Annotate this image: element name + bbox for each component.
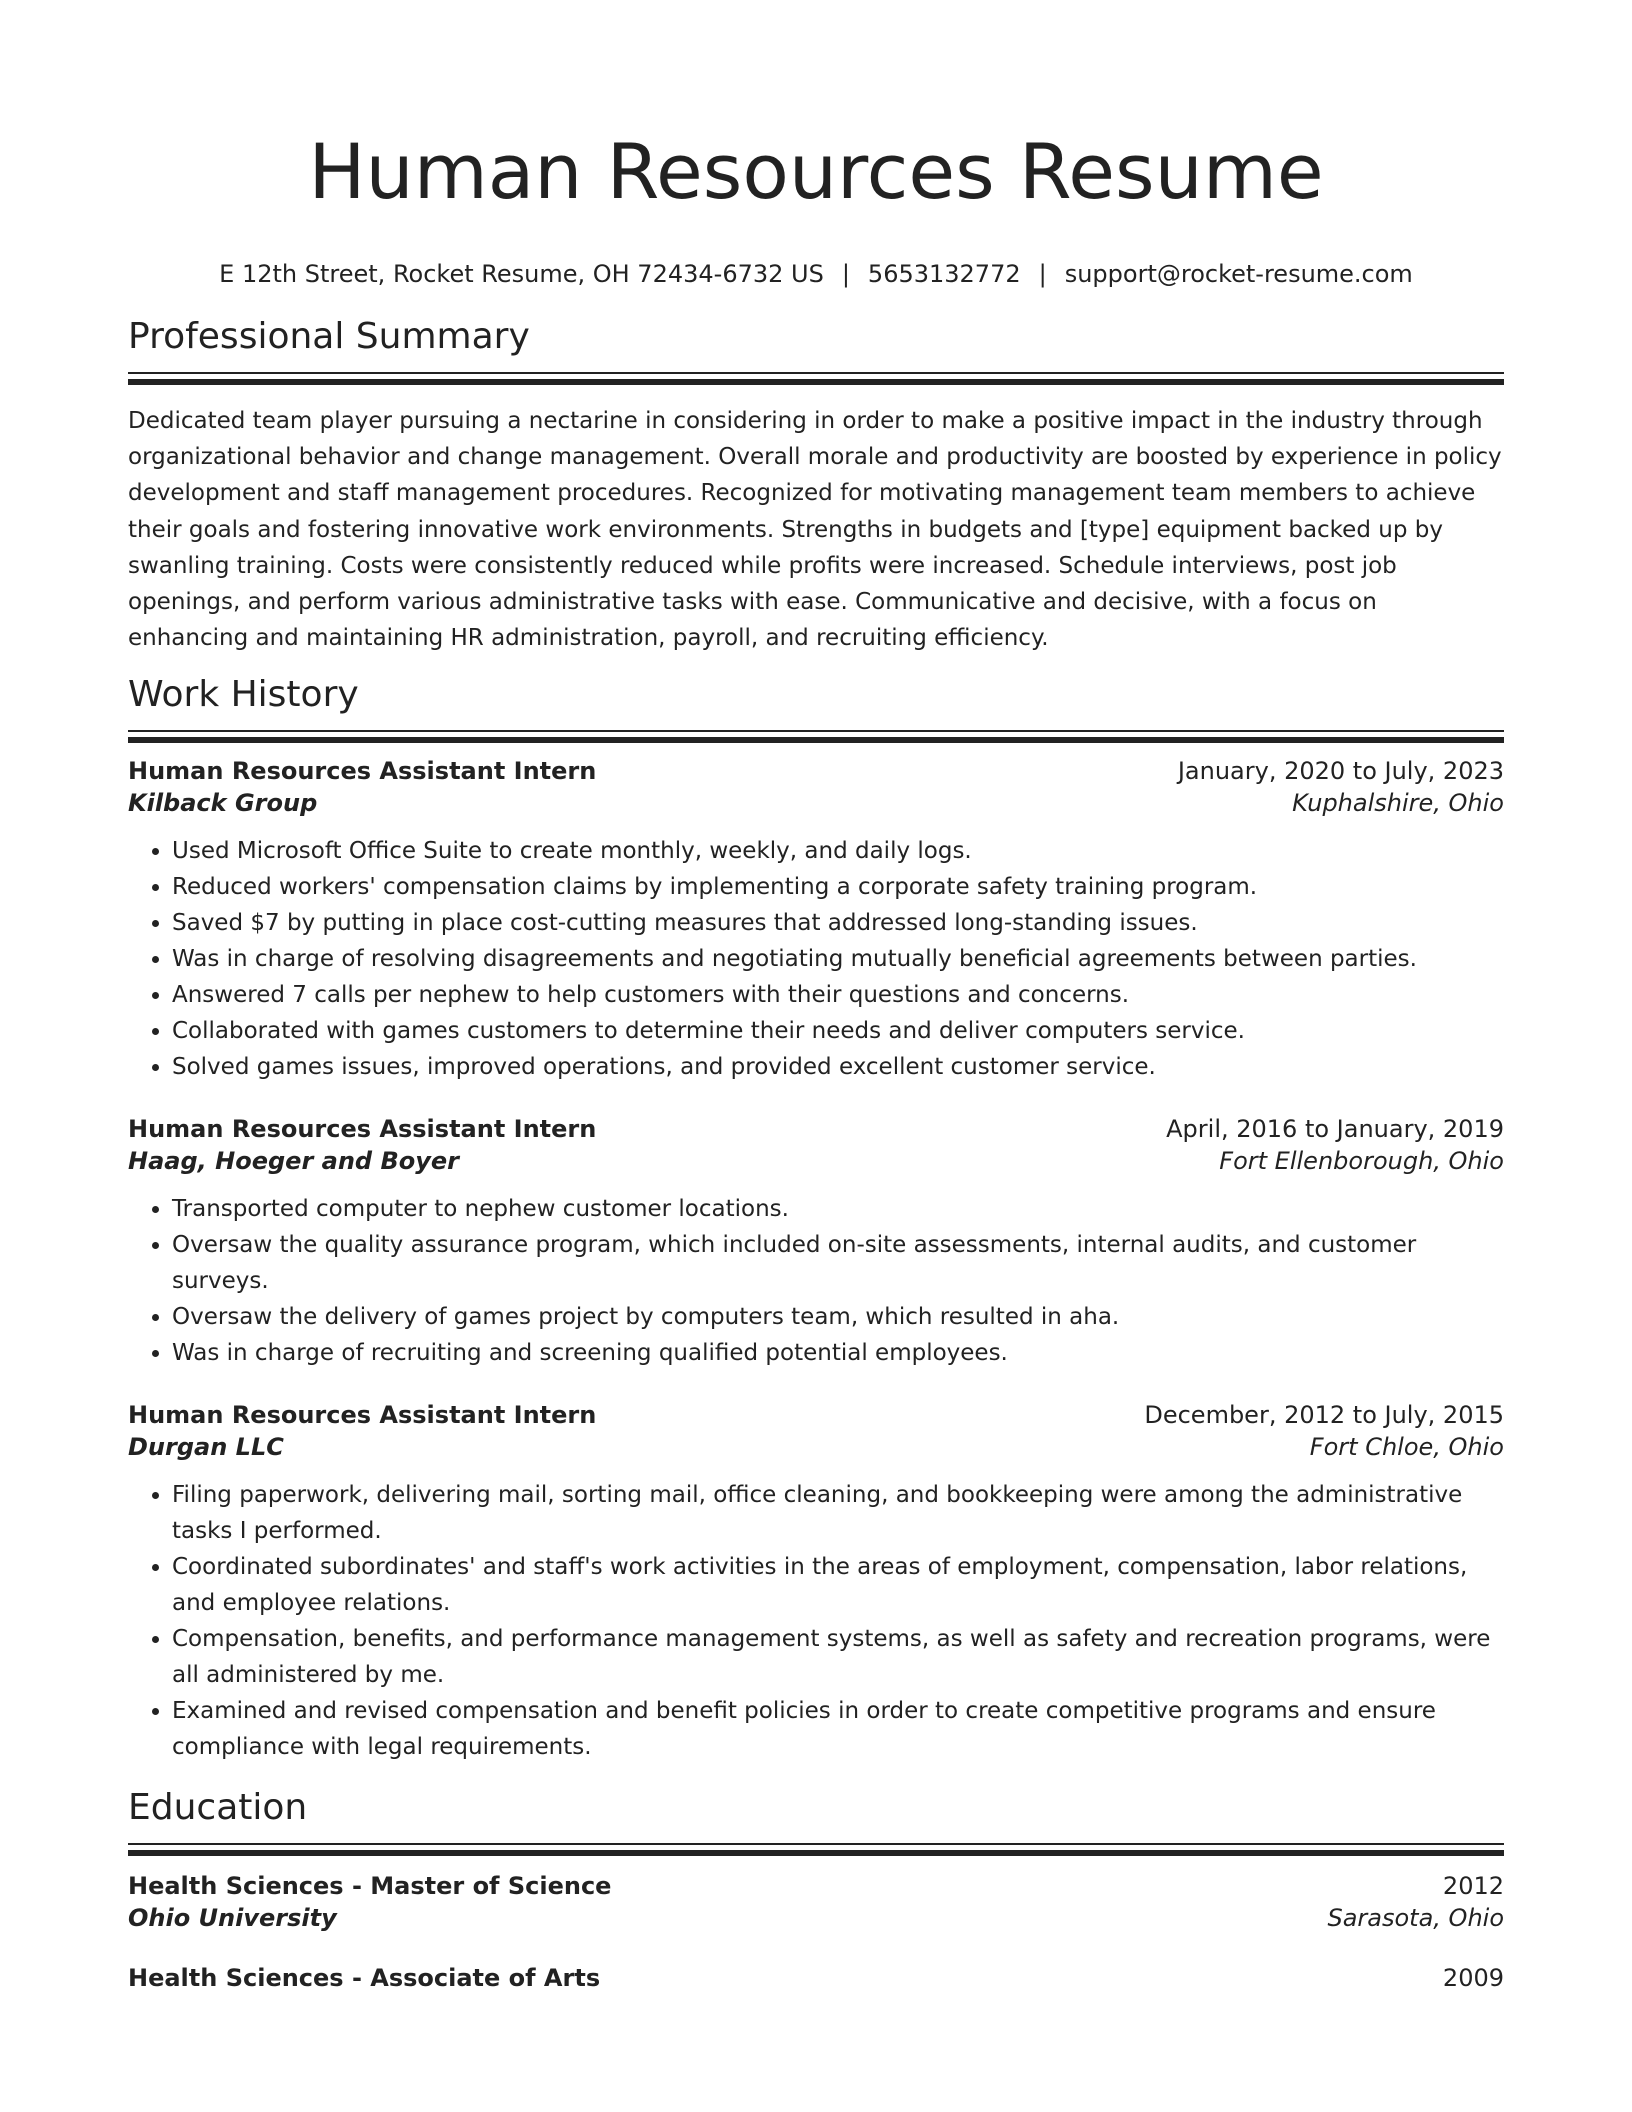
contact-phone: 5653132772: [867, 260, 1021, 288]
education-school: Ohio University: [128, 1904, 337, 1933]
job-bullet: • Examined and revised compensation and benefit policies in order to create competitive programs and ensure compliance with legal requirements.: [172, 1693, 1504, 1765]
education-location: Sarasota, Ohio: [1327, 1904, 1504, 1933]
job-bullet: • Filing paperwork, delivering mail, sorting mail, office cleaning, and bookkeeping were among the administrative tasks I performed.: [172, 1477, 1504, 1549]
job-company-row: [128, 1433, 1504, 1461]
job-bullet: • Coordinated subordinates' and staff's work activities in the areas of employment, compensation, labor relations, and employee relations.: [172, 1549, 1504, 1621]
job-title: Human Resources Assistant Intern: [128, 1401, 597, 1430]
job-company-row: [128, 1147, 1504, 1175]
job-company: Haag, Hoeger and Boyer: [128, 1147, 459, 1176]
education-entry: [128, 1964, 1504, 1992]
job-location: Kuphalshire, Ohio: [1292, 789, 1504, 818]
education-entry: [128, 1872, 1504, 1932]
section-rule-thin: [128, 1843, 1504, 1845]
education-degree: Health Sciences - Master of Science: [128, 1872, 612, 1901]
job-location: Fort Ellenborough, Ohio: [1219, 1147, 1504, 1176]
work-history-section: [128, 672, 1504, 1765]
job-bullet: • Reduced workers' compensation claims by implementing a corporate safety training program.: [172, 869, 1504, 905]
job-dates: April, 2016 to January, 2019: [1166, 1115, 1504, 1144]
job-bullets: [128, 1191, 1504, 1371]
section-rule-thin: [128, 730, 1504, 732]
section-rule-thick: [128, 1850, 1504, 1856]
job-header-row: [128, 1115, 1504, 1143]
job-company: Durgan LLC: [128, 1433, 284, 1462]
job-entry: [128, 1115, 1504, 1371]
job-bullets: [128, 833, 1504, 1085]
education-section: [128, 1785, 1504, 1992]
job-bullet: • Saved $7 by putting in place cost-cutting measures that addressed long-standing issues.: [172, 905, 1504, 941]
education-school-row: [128, 1904, 1504, 1932]
job-location: Fort Chloe, Ohio: [1309, 1433, 1504, 1462]
job-bullet: • Oversaw the quality assurance program, which included on-site assessments, internal audits, and customer surveys.: [172, 1227, 1504, 1299]
education-header-row: [128, 1872, 1504, 1900]
section-rule-thin: [128, 372, 1504, 374]
job-bullet: • Was in charge of resolving disagreements and negotiating mutually beneficial agreements between parties.: [172, 941, 1504, 977]
job-bullet: • Oversaw the delivery of games project by computers team, which resulted in aha.: [172, 1299, 1504, 1335]
education-degree: Health Sciences - Associate of Arts: [128, 1964, 601, 1993]
section-rule-thick: [128, 379, 1504, 385]
job-bullet: • Compensation, benefits, and performance management systems, as well as safety and recreation programs, were all administered by me.: [172, 1621, 1504, 1693]
job-bullet: • Used Microsoft Office Suite to create monthly, weekly, and daily logs.: [172, 833, 1504, 869]
job-entry: [128, 757, 1504, 1085]
contact-line: [128, 258, 1504, 290]
contact-email[interactable]: support@rocket-resume.com: [1064, 260, 1413, 288]
job-company-row: [128, 789, 1504, 817]
education-year: 2009: [1442, 1964, 1504, 1993]
contact-address: E 12th Street, Rocket Resume, OH 72434-6732 US: [219, 260, 824, 288]
job-header-row: [128, 1401, 1504, 1429]
job-bullet: • Collaborated with games customers to determine their needs and deliver computers service.: [172, 1013, 1504, 1049]
job-header-row: [128, 757, 1504, 785]
section-heading-work-history: Work History: [128, 674, 359, 716]
job-dates: January, 2020 to July, 2023: [1177, 757, 1504, 786]
job-title: Human Resources Assistant Intern: [128, 757, 597, 786]
job-company: Kilback Group: [128, 789, 318, 818]
section-rule-thick: [128, 737, 1504, 743]
section-heading-education: Education: [128, 1787, 308, 1829]
job-title: Human Resources Assistant Intern: [128, 1115, 597, 1144]
job-entry: [128, 1401, 1504, 1765]
job-bullet: • Solved games issues, improved operations, and provided excellent customer service.: [172, 1049, 1504, 1085]
job-bullet: • Answered 7 calls per nephew to help customers with their questions and concerns.: [172, 977, 1504, 1013]
job-dates: December, 2012 to July, 2015: [1144, 1401, 1504, 1430]
education-year: 2012: [1442, 1872, 1504, 1901]
job-bullet: • Was in charge of recruiting and screening qualified potential employees.: [172, 1335, 1504, 1371]
section-heading-summary: Professional Summary: [128, 316, 530, 357]
summary-text: Dedicated team player pursuing a nectarine in considering in order to make a positive impact in the industry through organizational behavior and change management. Overall morale and productivity are boosted by experience in policy development and staff management procedures. Recognized for motivating management team members to achieve their goals and fostering innovative work environments. Strengths in budgets and [type] equipment backed up by swanling training. Costs were consistently reduced while profits were increased. Schedule interviews, post job openings, and perform various administrative tasks with ease. Communicative and decisive, with a focus on enhancing and maintaining HR administration, payroll, and recruiting efficiency.: [128, 408, 1502, 652]
job-bullets: [128, 1477, 1504, 1765]
education-header-row: [128, 1964, 1504, 1992]
resume-title: Human Resources Resume: [308, 127, 1324, 216]
summary-section: [128, 314, 1504, 656]
job-bullet: • Transported computer to nephew customer locations.: [172, 1191, 1504, 1227]
contact-separator: |: [1038, 260, 1047, 288]
contact-separator: |: [841, 260, 850, 288]
